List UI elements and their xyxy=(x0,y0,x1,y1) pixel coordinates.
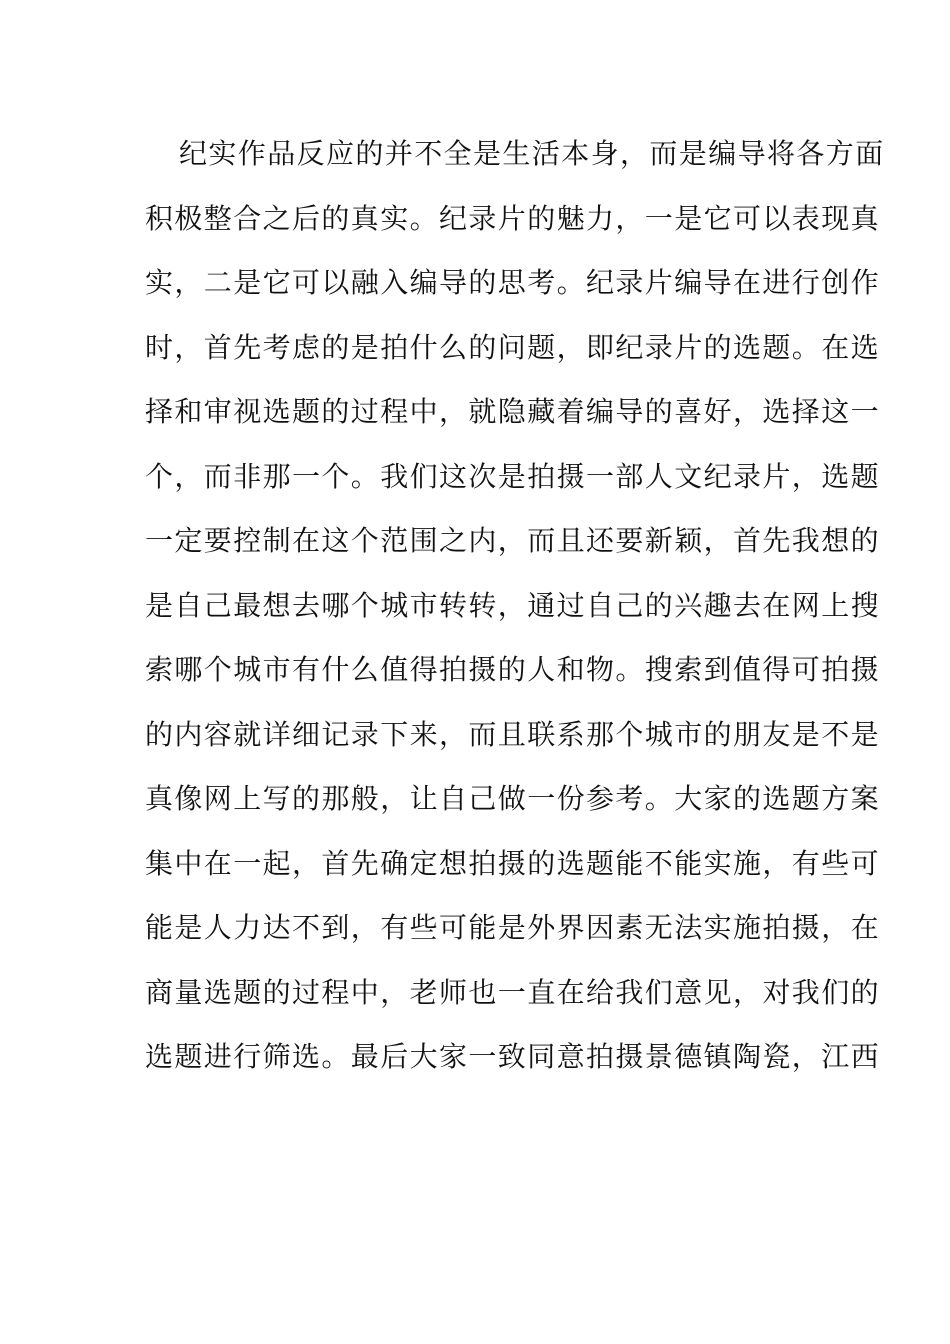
text-line: 时，首先考虑的是拍什么的问题，即纪录片的选题。在选 xyxy=(145,330,881,364)
text-line: 择和审视选题的过程中，就隐藏着编导的喜好，选择这一 xyxy=(145,395,881,428)
text-line: 积极整合之后的真实。纪录片的魅力，一是它可以表现真 xyxy=(145,201,881,235)
text-line: 能是人力达不到，有些可能是外界因素无法实施拍摄，在 xyxy=(145,911,881,944)
text-line: 的内容就详细记录下来，而且联系那个城市的朋友是不是 xyxy=(145,717,881,751)
text-line: 一定要控制在这个范围之内，而且还要新颖，首先我想的 xyxy=(145,524,881,557)
text-line: 实，二是它可以融入编导的思考。纪录片编导在进行创作 xyxy=(145,266,881,299)
text-line: 集中在一起，首先确定想拍摄的选题能不能实施，有些可 xyxy=(145,846,881,880)
text-line: 真像网上写的那般，让自己做一份参考。大家的选题方案 xyxy=(145,782,881,815)
text-line: 个，而非那一个。我们这次是拍摄一部人文纪录片，选题 xyxy=(145,459,881,493)
text-line: 是自己最想去哪个城市转转，通过自己的兴趣去在网上搜 xyxy=(145,588,881,622)
text-line: 选题进行筛选。最后大家一致同意拍摄景德镇陶瓷，江西 xyxy=(145,1040,881,1073)
text-line: 商量选题的过程中，老师也一直在给我们意见，对我们的 xyxy=(145,975,881,1009)
text-line: 索哪个城市有什么值得拍摄的人和物。搜索到值得可拍摄 xyxy=(145,653,881,686)
body-paragraph xyxy=(145,126,885,1094)
text-line: 纪实作品反应的并不全是生活本身，而是编导将各方面 xyxy=(179,137,885,170)
